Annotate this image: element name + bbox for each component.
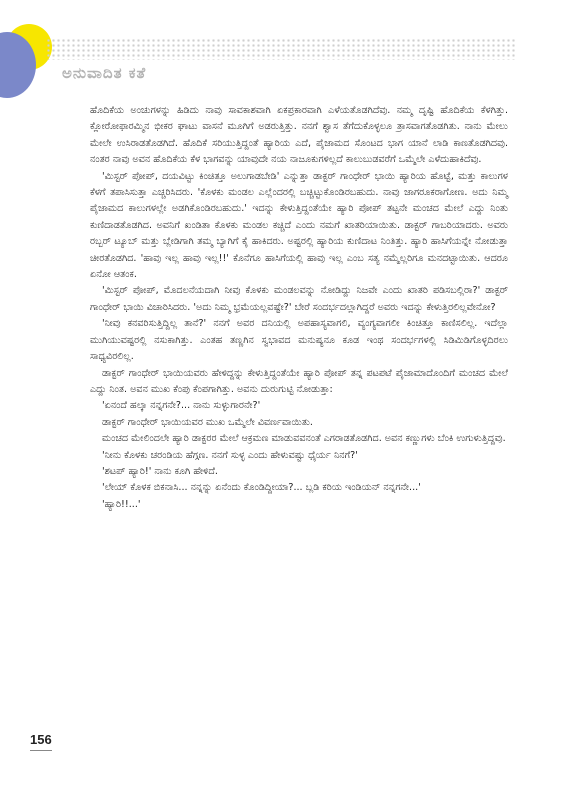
paragraph: ಡಾಕ್ಟರ್ ಗಾಂಧೇರ್ ಭಾಯಿಯವರು ಹೇಳಿದ್ದನ್ನು ಕೇಳುತ್ತಿದ್ದಂತೆಯೇ ಹ್ಯಾರಿ ಪೋಪ್ ತನ್ನ ಪಟಪಟೆ ಪೈಜಾಮಾದೊಂದಿಗೆ ಮಂಚದ ಮೇಲೆ ಎದ್ದು ನಿಂತ. ಅವನ ಮುಖ ಕೆಂಪು ಕೆಂಪಗಾಗಿತ್ತು. ಅವನು ದುರುಗುಟ್ಟಿ ನೋಡುತ್ತಾ: <box>90 367 508 395</box>
paragraph: 'ನೀನು ಕೊಳಕು ಚರಂಡಿಯ ಹೆಗ್ಗಣ. ನನಗೆ ಸುಳ್ಳ ಎಂದು ಹೇಳುವಷ್ಟು ಧೈರ್ಯ ನಿನಗೆ?' <box>102 449 358 461</box>
page-number-rule <box>30 750 52 751</box>
page-number: 156 <box>30 732 52 747</box>
paragraph: ಮಂಚದ ಮೇಲಿಂದಲೇ ಹ್ಯಾರಿ ಡಾಕ್ಟರರ ಮೇಲೆ ಆಕ್ರಮಣ ಮಾಡುವವನಂತೆ ಎಗರಾಡತೊಡಗಿದ. ಅವನ ಕಣ್ಣುಗಳು ಬೆಂಕಿ ಉಗುಳುತ್ತಿದ್ದವು. <box>102 433 506 445</box>
paragraph: 'ಏನಂದೆ ಹಲ್ಕಾ ನನ್ನಗನೇ?... ನಾನು ಸುಳ್ಳುಗಾರನೇ?' <box>102 400 261 412</box>
section-title: ಅನುವಾದಿತ ಕತೆ <box>62 64 147 82</box>
dotted-header-band <box>46 38 516 60</box>
paragraph: ಡಾಕ್ಟರ್ ಗಾಂಧೇರ್ ಭಾಯಿಯವರ ಮುಖ ಒಮ್ಮೆಲೇ ವಿವರ್ಣವಾಯಿತು. <box>102 416 313 428</box>
paragraph: 'ಹ್ಯಾರಿ!!...' <box>102 498 141 510</box>
paragraph: ಹೊದಿಕೆಯ ಅಂಚುಗಳನ್ನು ಹಿಡಿದು ನಾವು ಸಾವಕಾಶವಾಗಿ ಏಕಪ್ರಕಾರವಾಗಿ ಎಳೆಯತೊಡಗಿದೆವು. ನಮ್ಮ ದೃಷ್ಟಿ ಹೊದಿಕೆಯ ಕೆಳಗಿತ್ತು. ಕ್ಲೋರೋಫಾರಮ್ಮಿನ ಭೀಕರ ಘಾಟು ವಾಸನೆ ಮೂಗಿಗೆ ಅಡರುತ್ತಿತ್ತು. ನನಗೆ ಶ್ವಾಸ ತೆಗೆದುಕೊಳ್ಳಲೂ ತ್ರಾಸವಾಗತೊಡಗಿತು. ನಾನು ಮೇಲು ಮೇಲೇ ಉಸಿರಾಡತೊಡಗಿದೆ. ಹೊದಿಕೆ ಸರಿಯುತ್ತಿದ್ದಂತೆ ಹ್ಯಾರಿಯ ಎದೆ, ಪೈಜಾಮದ ಸೊಂಟದ ಭಾಗ ಯಾನೆ ಲಾಡಿ ಕಾಣತೊಡಗಿದವು. ನಂತರ ನಾವು ಅವನ ಹೊದಿಕೆಯ ಕೆಳ ಭಾಗವನ್ನು ಯಾವುದೇ ನಯ ನಾಜೂಕುಗಳಿಲ್ಲದೆ ಕಾಲುಬುಡವರೆಗೆ ಒಮ್ಮೆಲೇ ಎಳೆದುಹಾಕಿದೆವು. <box>90 105 508 166</box>
paragraph: 'ಮಿಸ್ಟರ್ ಪೋಪ್, ದಯವಿಟ್ಟು ಕಿಂಚಿತ್ತೂ ಅಲುಗಾಡಬೇಡಿ' ಎನ್ನುತ್ತಾ ಡಾಕ್ಟರ್ ಗಾಂಧೇರ್ ಭಾಯಿ ಹ್ಯಾರಿಯ ಹೊಟ್ಟೆ, ಮತ್ತು ಕಾಲುಗಳ ಕೆಳಗೆ ತಪಾಸಿಸುತ್ತಾ ಎಚ್ಚರಿಸಿದರು. 'ಕೊಳಕು ಮಂಡಲ ಎಲ್ಲೆಂದರಲ್ಲಿ ಬಚ್ಚಿಟ್ಟುಕೊಂಡಿರಬಹುದು. ನಾವು ಜಾಗರೂಕರಾಗೋಣ. ಅದು ನಿಮ್ಮ ಪೈಜಾಮದ ಕಾಲುಗಳಲ್ಲೇ ಅಡಗಿಕೊಂಡಿರಬಹುದು.' ಇದನ್ನು ಕೇಳುತ್ತಿದ್ದಂತೆಯೇ ಹ್ಯಾರಿ ಪೋಪ್ ತಟ್ಟನೇ ಮಂಚದ ಮೇಲೆ ಎದ್ದು ನಿಂತು ಕುಣಿದಾಡತೊಡಗಿದ. ಅವನಿಗೆ ಖಂಡಿತಾ ಕೊಳಕು ಮಂಡಲ ಕಚ್ಚಿದೆ ಎಂದು ನಮಗೆ ಖಾತರಿಯಾಯಿತು. ಡಾಕ್ಟರ್ ಗಾಬರಿಯಾದರು. ಅವರು ರಬ್ಬರ್ ಟ್ಯೂಬ್ ಮತ್ತು ಬ್ಲೇಡಿಗಾಗಿ ತಮ್ಮ ಬ್ಯಾಗಿಗೆ ಕೈ ಹಾಕಿದರು. ಅಷ್ಟರಲ್ಲಿ ಹ್ಯಾರಿಯ ಕುಣಿದಾಟ ನಿಂತಿತ್ತು. ಹ್ಯಾರಿ ಹಾಸಿಗೆಯನ್ನೇ ನೋಡುತ್ತಾ ಚೀರತೊಡಗಿದ. 'ಹಾವು ಇಲ್ಲ ಹಾವು ಇಲ್ಲ!!' ಕೊನೆಗೂ ಹಾಸಿಗೆಯಲ್ಲಿ ಹಾವು ಇಲ್ಲ ಎಂಬ ಸತ್ಯ ನಮ್ಮೆಲ್ಲರಿಗೂ ಮನದಟ್ಟಾಯಿತು. ಆದರೂ ಏನೋ ಆತಂಕ. <box>90 170 508 281</box>
paragraph: 'ಶಟಪ್ ಹ್ಯಾರಿ!' ನಾನು ಕೂಗಿ ಹೇಳಿದೆ. <box>102 465 218 477</box>
paragraph: 'ನೀವು ಕನವರಿಸುತ್ತಿದ್ದಿಲ್ಲ ತಾನೆ?' ನನಗೆ ಅವರ ದನಿಯಲ್ಲಿ ಅಪಹಾಸ್ಯವಾಗಲಿ, ವ್ಯಂಗ್ಯವಾಗಲೀ ಕಿಂಚಿತ್ತೂ ಕಾಣಿಸಲಿಲ್ಲ. ಇದೆಲ್ಲಾ ಮುಗಿಯುವಷ್ಟರಲ್ಲಿ ನಸುಕಾಗಿತ್ತು. ಎಂತಹ ತಣ್ಣಗಿನ ಸ್ವಭಾವದ ಮನುಷ್ಯನೂ ಕೂಡ ಇಂಥ ಸಂದರ್ಭಗಳಲ್ಲಿ ಸಿಡಿಮಿಡಿಗೊಳ್ಳದಿರಲು ಸಾಧ್ಯವಿರಲಿಲ್ಲ. <box>90 318 508 363</box>
paragraph: 'ಲೇಯ್ ಕೊಳಕ ಬಿಕನಾಸಿ... ನನ್ನನ್ನು ಏನೆಂದು ಕೊಂಡಿದ್ದೀಯಾ?... ಬ್ಲಡಿ ಕರಿಯ ಇಂಡಿಯನ್ ನನ್ನಗನೇ...' <box>102 482 421 494</box>
article-body <box>90 103 508 513</box>
paragraph: 'ಮಿಸ್ಟರ್ ಪೋಪ್, ಮೊದಲನೆಯದಾಗಿ ನೀವು ಕೊಳಕು ಮಂಡಲವನ್ನು ನೋಡಿದ್ದು ನಿಜವೇ ಎಂದು ಖಾತರಿ ಪಡಿಸಬಲ್ಲಿರಾ?' ಡಾಕ್ಟರ್ ಗಾಂಧೇರ್ ಭಾಯಿ ವಿಚಾರಿಸಿದರು. 'ಅದು ನಿಮ್ಮ ಭ್ರಮೆಯಲ್ಲವಷ್ಟೇ?' ಬೇರೆ ಸಂದರ್ಭದಲ್ಲಾಗಿದ್ದರೆ ಅವರು ಇದನ್ನು ಕೇಳುತ್ತಿರಲಿಲ್ಲವೇನೋ? <box>90 285 508 313</box>
